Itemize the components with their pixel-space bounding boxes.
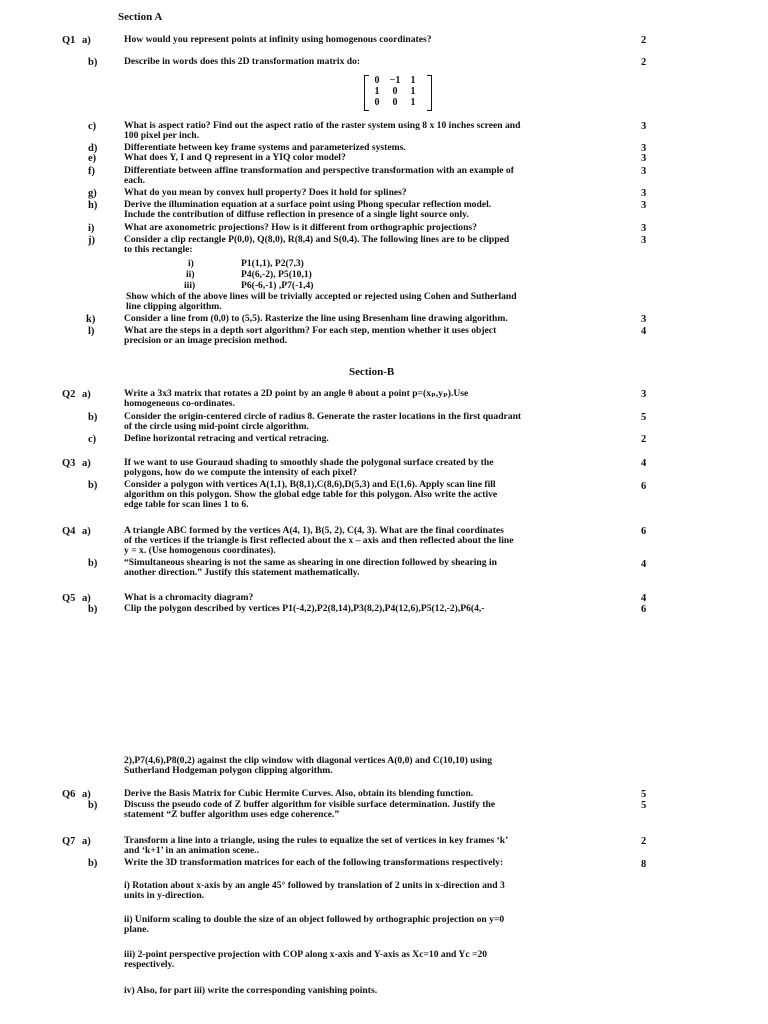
marks: 3 <box>641 200 647 211</box>
section-b-title: Section-B <box>349 366 395 378</box>
transformation-matrix <box>364 75 432 111</box>
sublist-num: iii) <box>184 280 196 291</box>
part-label: b) <box>88 604 98 615</box>
question-number-q5: Q5 <box>62 593 76 604</box>
sublist-num: i) <box>188 258 194 269</box>
marks: 4 <box>641 559 647 570</box>
question-text: Differentiate between key frame systems and parameterized systems. <box>124 142 406 153</box>
question-text: Describe in words does this 2D transformation matrix do: <box>124 56 361 67</box>
part-label: a) <box>82 836 91 847</box>
marks: 5 <box>641 789 647 800</box>
question-text: Differentiate between affine transformation and perspective transformation with an example of each. <box>124 165 514 186</box>
part-label: g) <box>88 188 97 199</box>
marks: 3 <box>641 389 647 400</box>
part-label: b) <box>88 57 98 68</box>
marks: 3 <box>641 223 647 234</box>
marks: 3 <box>641 153 647 164</box>
part-label: b) <box>88 412 98 423</box>
part-label: a) <box>82 593 91 604</box>
question-text: Consider a clip rectangle P(0,0), Q(8,0), R(8,4) and S(0,4). The following lines are to be clipped to this rectangle: <box>124 234 510 255</box>
part-label: a) <box>82 526 91 537</box>
question-number-q3: Q3 <box>62 458 76 469</box>
part-label: a) <box>82 789 91 800</box>
marks: 3 <box>641 166 647 177</box>
question-number-q4: Q4 <box>62 526 76 537</box>
part-label: d) <box>88 143 98 154</box>
marks: 2 <box>641 836 647 847</box>
marks: 4 <box>641 326 647 337</box>
question-text: A triangle ABC formed by the vertices A(4, 1), B(5, 2), C(4, 3). What are the final coordinates of the vertices if the triangle is first reflected about the x – axis and then reflected about the line y = x. (Use homogenous coordinates). <box>124 525 514 556</box>
marks: 4 <box>641 458 647 469</box>
sublist-num: ii) <box>186 269 195 280</box>
question-text: Consider a line from (0,0) to (5,5). Rasterize the line using Bresenham line drawing algorithm. <box>124 313 508 324</box>
question-text: Derive the Basis Matrix for Cubic Hermite Curves. Also, obtain its blending function. <box>124 788 474 799</box>
marks: 4 <box>641 593 647 604</box>
question-text-continued: 2),P7(4,6),P8(0,2) against the clip window with diagonal vertices A(0,0) and C(10,10) using Sutherland Hodgeman polygon clipping algorithm. <box>124 755 493 776</box>
part-label: a) <box>82 458 91 469</box>
question-text: Transform a line into a triangle, using the rules to equalize the set of vertices in key frames ‘k’ and ‘k+1’ in an animation scene.. <box>124 835 509 856</box>
part-label: b) <box>88 480 98 491</box>
marks: 6 <box>641 526 647 537</box>
sublist-text: P4(6,-2), P5(10,1) <box>241 269 312 280</box>
part-label: f) <box>88 166 95 177</box>
question-text: What are axonometric projections? How is it different from orthographic projections? <box>124 222 477 233</box>
part-label: b) <box>88 800 98 811</box>
marks: 6 <box>641 604 647 615</box>
part-label: i) <box>88 223 95 234</box>
marks: 3 <box>641 143 647 154</box>
question-number-q2: Q2 <box>62 389 76 400</box>
marks: 3 <box>641 314 647 325</box>
marks: 5 <box>641 412 647 423</box>
question-text: Show which of the above lines will be trivially accepted or rejected using Cohen and Sutherland line clipping algorithm. <box>126 291 517 312</box>
part-label: l) <box>88 326 95 337</box>
question-text: Discuss the pseudo code of Z buffer algorithm for visible surface determination. Justify the statement “Z buffer algorithm uses edge coherence.” <box>124 799 496 820</box>
marks: 6 <box>641 481 647 492</box>
marks: 3 <box>641 188 647 199</box>
part-label: h) <box>88 200 98 211</box>
part-label: a) <box>82 35 91 46</box>
marks: 3 <box>641 121 647 132</box>
question-text: What does Y, I and Q represent in a YIQ color model? <box>124 152 346 163</box>
part-label: c) <box>88 121 97 132</box>
marks: 3 <box>641 235 647 246</box>
question-text: What is aspect ratio? Find out the aspect ratio of the raster system using 8 x 10 inches screen and 100 pixel per inch. <box>124 120 521 141</box>
sublist-text: P6(-6,-1) ,P7(-1,4) <box>241 280 314 291</box>
part-label: c) <box>88 434 97 445</box>
part-label: b) <box>88 558 98 569</box>
q7-item: iii) 2-point perspective projection with COP along x-axis and Y-axis as Xc=10 and Yc =20 respectively. <box>124 949 488 970</box>
marks: 2 <box>641 35 647 46</box>
question-text: What is a chromacity diagram? <box>124 592 254 603</box>
part-label: k) <box>86 314 96 325</box>
question-number-q6: Q6 <box>62 789 76 800</box>
question-text: Define horizontal retracing and vertical retracing. <box>124 433 329 444</box>
question-number-q7: Q7 <box>62 836 76 847</box>
question-text: How would you represent points at infinity using homogenous coordinates? <box>124 34 432 45</box>
matrix-right-bracket <box>427 75 432 111</box>
part-label: e) <box>88 153 97 164</box>
q7-item: i) Rotation about x-axis by an angle 45° followed by translation of 2 units in x-direction and 3 units in y-direction. <box>124 880 505 901</box>
marks: 2 <box>641 434 647 445</box>
question-text: Clip the polygon described by vertices P1(-4,2),P2(8,14),P3(8,2),P4(12,6),P5(12,-2),P6(4,- <box>124 603 485 614</box>
q7-item: iv) Also, for part iii) write the corresponding vanishing points. <box>124 985 378 996</box>
q7-item: ii) Uniform scaling to double the size of an object followed by orthographic projection on y=0 plane. <box>124 914 505 935</box>
question-text: Write the 3D transformation matrices for each of the following transformations respectively: <box>124 857 504 868</box>
question-text: Consider a polygon with vertices A(1,1), B(8,1),C(8,6),D(5,3) and E(1,6). Apply scan line fill algorithm on this polygon. Show the global edge table for this polygon. Also write the active edge table for scan lines 1 to 6. <box>124 479 498 510</box>
matrix-table: 0 −1 1 1 0 1 0 0 1 <box>374 75 416 108</box>
marks: 5 <box>641 800 647 811</box>
part-label: a) <box>82 389 91 400</box>
question-text: What are the steps in a depth sort algorithm? For each step, mention whether it uses object precision or an image precision method. <box>124 325 497 346</box>
marks: 2 <box>641 57 647 68</box>
part-label: j) <box>88 235 95 246</box>
question-text: Consider the origin-centered circle of radius 8. Generate the raster locations in the first quadrant of the circle using mid-point circle algorithm. <box>124 411 522 432</box>
section-a-title: Section A <box>118 11 163 23</box>
question-text: Derive the illumination equation at a surface point using Phong specular reflection model. Include the contribution of diffuse reflection in presence of a single light source only. <box>124 199 492 220</box>
question-text: Write a 3x3 matrix that rotates a 2D point by an angle θ about a point p=(xₚ,yₚ).Use homogeneous co-ordinates. <box>124 388 469 409</box>
question-text: What do you mean by convex hull property? Does it hold for splines? <box>124 187 407 198</box>
question-text: “Simultaneous shearing is not the same as shearing in one direction followed by shearing in another direction.” Justify this statement mathematically. <box>124 557 497 578</box>
sublist-text: P1(1,1), P2(7,3) <box>241 258 304 269</box>
part-label: b) <box>88 858 98 869</box>
question-number-q1: Q1 <box>62 35 76 46</box>
marks: 8 <box>641 859 647 870</box>
question-text: If we want to use Gouraud shading to smoothly shade the polygonal surface created by the polygons, how do we compute the intensity of each pixel? <box>124 457 494 478</box>
